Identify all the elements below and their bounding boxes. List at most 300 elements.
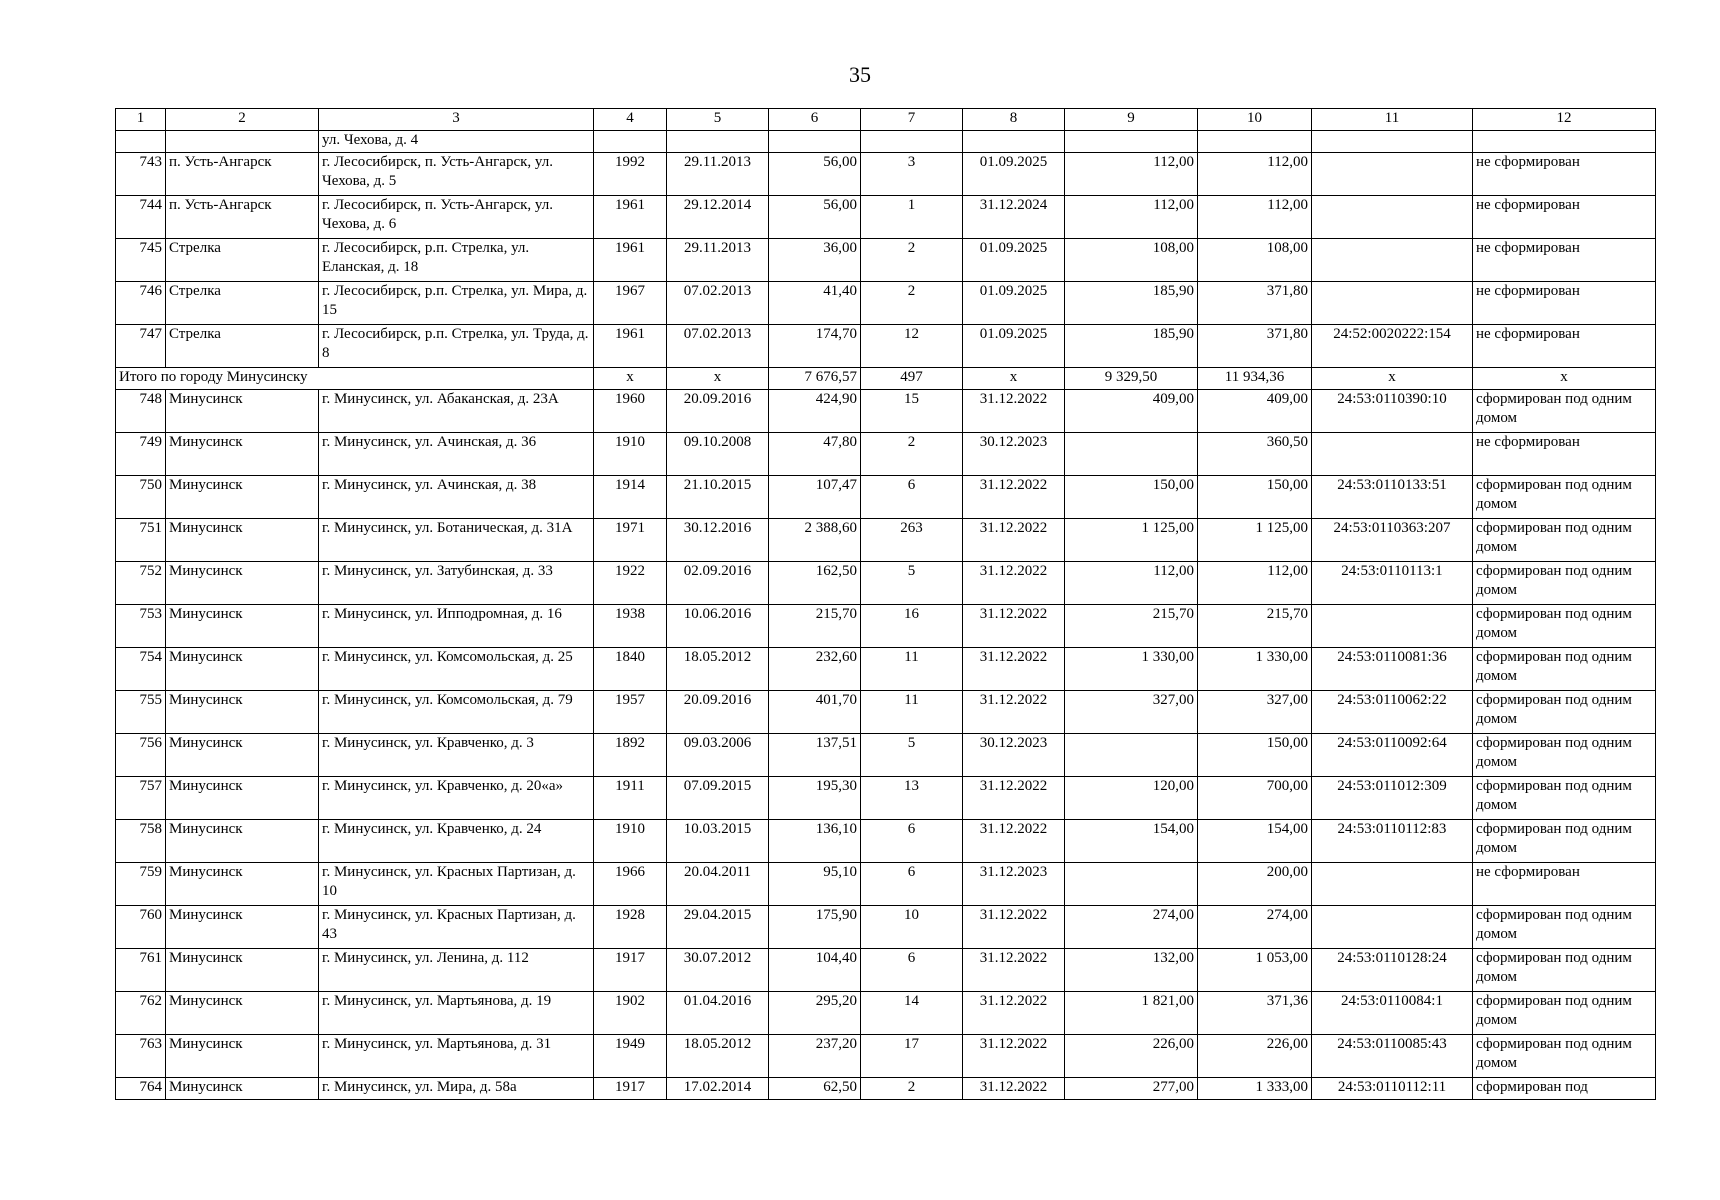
column-header: 6 (769, 109, 861, 131)
plot-area-cell: 360,50 (1198, 433, 1312, 476)
settlement-cell: п. Усть-Ангарск (166, 153, 319, 196)
address-cell: г. Минусинск, ул. Кравченко, д. 3 (319, 734, 594, 777)
address-cell: г. Минусинск, ул. Затубинская, д. 33 (319, 562, 594, 605)
residents-cell: 6 (861, 820, 963, 863)
plot-status-cell: не сформирован (1473, 239, 1656, 282)
plot-status-cell: не сформирован (1473, 196, 1656, 239)
land-area-cell: 1 125,00 (1065, 519, 1198, 562)
table-row (116, 691, 1656, 734)
land-area-cell: 409,00 (1065, 390, 1198, 433)
build-year-cell: 1961 (594, 196, 667, 239)
area-cell: 174,70 (769, 325, 861, 368)
build-year-cell: 1957 (594, 691, 667, 734)
row-number-cell: 763 (116, 1035, 166, 1078)
address-cell: г. Минусинск, ул. Ачинская, д. 36 (319, 433, 594, 476)
table-row (116, 433, 1656, 476)
residents-cell: 14 (861, 992, 963, 1035)
settlement-cell: Минусинск (166, 1078, 319, 1100)
emergency-date-cell: 09.03.2006 (667, 734, 769, 777)
table-row (116, 519, 1656, 562)
resettlement-deadline-cell: 31.12.2022 (963, 777, 1065, 820)
resettlement-deadline-cell: 31.12.2022 (963, 1035, 1065, 1078)
plot-area-cell: 1 330,00 (1198, 648, 1312, 691)
resettlement-deadline-cell: 31.12.2022 (963, 519, 1065, 562)
total-people-cell: 497 (861, 368, 963, 390)
address-cell: г. Минусинск, ул. Красных Партизан, д. 43 (319, 906, 594, 949)
plot-status-cell: сформирован под одним домом (1473, 691, 1656, 734)
table-row (116, 562, 1656, 605)
residents-cell: 6 (861, 476, 963, 519)
residents-cell: 2 (861, 1078, 963, 1100)
plot-area-cell: 371,80 (1198, 282, 1312, 325)
row-number-cell: 754 (116, 648, 166, 691)
cadastral-number-cell: 24:53:0110112:11 (1312, 1078, 1473, 1100)
emergency-date-cell: 09.10.2008 (667, 433, 769, 476)
total-status-cell: x (1473, 368, 1656, 390)
plot-status-cell: сформирован под одним домом (1473, 949, 1656, 992)
build-year-cell: 1966 (594, 863, 667, 906)
table-row (116, 863, 1656, 906)
row-number-cell: 749 (116, 433, 166, 476)
settlement-cell: Стрелка (166, 282, 319, 325)
address-cell: г. Минусинск, ул. Мира, д. 58а (319, 1078, 594, 1100)
plot-status-cell: сформирован под одним домом (1473, 777, 1656, 820)
emergency-date-cell: 07.02.2013 (667, 282, 769, 325)
row-number-cell: 756 (116, 734, 166, 777)
emergency-date-cell: 20.09.2016 (667, 390, 769, 433)
area-cell: 162,50 (769, 562, 861, 605)
settlement-cell: Минусинск (166, 691, 319, 734)
emergency-date-cell: 30.07.2012 (667, 949, 769, 992)
plot-status-cell: сформирован под (1473, 1078, 1656, 1100)
residents-cell: 3 (861, 153, 963, 196)
settlement-cell: Минусинск (166, 777, 319, 820)
address-cell: г. Минусинск, ул. Ботаническая, д. 31А (319, 519, 594, 562)
land-area-cell: 112,00 (1065, 562, 1198, 605)
total-date-cell: x (667, 368, 769, 390)
land-area-cell: 185,90 (1065, 325, 1198, 368)
area-cell (769, 131, 861, 153)
total-c9-cell: 9 329,50 (1065, 368, 1198, 390)
cadastral-number-cell (1312, 131, 1473, 153)
residents-cell: 13 (861, 777, 963, 820)
cadastral-number-cell: 24:53:0110092:64 (1312, 734, 1473, 777)
table-row (116, 153, 1656, 196)
column-header: 1 (116, 109, 166, 131)
resettlement-deadline-cell: 01.09.2025 (963, 153, 1065, 196)
land-area-cell: 274,00 (1065, 906, 1198, 949)
area-cell: 137,51 (769, 734, 861, 777)
plot-area-cell: 371,80 (1198, 325, 1312, 368)
address-cell: г. Минусинск, ул. Ленина, д. 112 (319, 949, 594, 992)
resettlement-deadline-cell: 31.12.2022 (963, 390, 1065, 433)
area-cell: 136,10 (769, 820, 861, 863)
table-row (116, 325, 1656, 368)
table-row (116, 820, 1656, 863)
address-cell: г. Минусинск, ул. Ачинская, д. 38 (319, 476, 594, 519)
land-area-cell: 185,90 (1065, 282, 1198, 325)
residents-cell: 6 (861, 949, 963, 992)
settlement-cell: Минусинск (166, 906, 319, 949)
build-year-cell: 1960 (594, 390, 667, 433)
resettlement-deadline-cell (963, 131, 1065, 153)
residents-cell: 15 (861, 390, 963, 433)
cadastral-number-cell: 24:53:0110085:43 (1312, 1035, 1473, 1078)
total-year-cell: x (594, 368, 667, 390)
table-row (116, 734, 1656, 777)
cadastral-number-cell (1312, 239, 1473, 282)
residents-cell: 16 (861, 605, 963, 648)
emergency-date-cell: 07.09.2015 (667, 777, 769, 820)
land-area-cell: 215,70 (1065, 605, 1198, 648)
row-number-cell: 750 (116, 476, 166, 519)
plot-area-cell: 226,00 (1198, 1035, 1312, 1078)
area-cell: 41,40 (769, 282, 861, 325)
build-year-cell: 1914 (594, 476, 667, 519)
area-cell: 424,90 (769, 390, 861, 433)
resettlement-deadline-cell: 31.12.2024 (963, 196, 1065, 239)
land-area-cell: 277,00 (1065, 1078, 1198, 1100)
row-number-cell: 744 (116, 196, 166, 239)
cadastral-number-cell: 24:52:0020222:154 (1312, 325, 1473, 368)
table-row (116, 196, 1656, 239)
build-year-cell: 1971 (594, 519, 667, 562)
build-year-cell: 1961 (594, 325, 667, 368)
plot-area-cell: 150,00 (1198, 734, 1312, 777)
column-header: 4 (594, 109, 667, 131)
plot-status-cell: сформирован под одним домом (1473, 734, 1656, 777)
settlement-cell: Минусинск (166, 1035, 319, 1078)
table-row (116, 239, 1656, 282)
build-year-cell: 1928 (594, 906, 667, 949)
plot-area-cell: 1 053,00 (1198, 949, 1312, 992)
cadastral-number-cell (1312, 863, 1473, 906)
address-cell: г. Минусинск, ул. Красных Партизан, д. 10 (319, 863, 594, 906)
plot-status-cell: не сформирован (1473, 153, 1656, 196)
emergency-date-cell: 18.05.2012 (667, 1035, 769, 1078)
row-number-cell: 762 (116, 992, 166, 1035)
column-header: 3 (319, 109, 594, 131)
plot-area-cell: 327,00 (1198, 691, 1312, 734)
cadastral-number-cell (1312, 605, 1473, 648)
cadastral-number-cell: 24:53:0110363:207 (1312, 519, 1473, 562)
resettlement-deadline-cell: 01.09.2025 (963, 282, 1065, 325)
resettlement-deadline-cell: 31.12.2022 (963, 562, 1065, 605)
area-cell: 237,20 (769, 1035, 861, 1078)
page-number: 35 (849, 62, 871, 87)
plot-area-cell: 1 333,00 (1198, 1078, 1312, 1100)
resettlement-deadline-cell: 31.12.2022 (963, 992, 1065, 1035)
plot-area-cell: 409,00 (1198, 390, 1312, 433)
row-number-cell: 755 (116, 691, 166, 734)
settlement-cell: Минусинск (166, 863, 319, 906)
total-label: Итого по городу Минусинску (116, 368, 594, 390)
continuation-row (116, 131, 1656, 153)
total-c10-cell: 11 934,36 (1198, 368, 1312, 390)
settlement-cell: Стрелка (166, 325, 319, 368)
emergency-date-cell: 21.10.2015 (667, 476, 769, 519)
emergency-date-cell: 20.04.2011 (667, 863, 769, 906)
area-cell: 2 388,60 (769, 519, 861, 562)
address-cell: г. Минусинск, ул. Мартьянова, д. 31 (319, 1035, 594, 1078)
emergency-date-cell: 18.05.2012 (667, 648, 769, 691)
table-row (116, 390, 1656, 433)
settlement-cell: Минусинск (166, 734, 319, 777)
cadastral-number-cell: 24:53:011012:309 (1312, 777, 1473, 820)
table-row (116, 282, 1656, 325)
build-year-cell: 1917 (594, 1078, 667, 1100)
cadastral-number-cell: 24:53:0110112:83 (1312, 820, 1473, 863)
address-cell: г. Минусинск, ул. Кравченко, д. 20«а» (319, 777, 594, 820)
emergency-date-cell (667, 131, 769, 153)
settlement-cell: Минусинск (166, 605, 319, 648)
settlement-cell: Стрелка (166, 239, 319, 282)
land-area-cell: 112,00 (1065, 196, 1198, 239)
area-cell: 56,00 (769, 153, 861, 196)
table-row (116, 605, 1656, 648)
resettlement-deadline-cell: 30.12.2023 (963, 734, 1065, 777)
residents-cell: 263 (861, 519, 963, 562)
land-area-cell: 327,00 (1065, 691, 1198, 734)
cadastral-number-cell (1312, 153, 1473, 196)
resettlement-deadline-cell: 31.12.2022 (963, 906, 1065, 949)
emergency-date-cell: 17.02.2014 (667, 1078, 769, 1100)
plot-area-cell: 700,00 (1198, 777, 1312, 820)
build-year-cell: 1917 (594, 949, 667, 992)
plot-status-cell: сформирован под одним домом (1473, 476, 1656, 519)
address-cell: г. Лесосибирск, п. Усть-Ангарск, ул. Чехова, д. 5 (319, 153, 594, 196)
table-row (116, 777, 1656, 820)
area-cell: 195,30 (769, 777, 861, 820)
column-header: 10 (1198, 109, 1312, 131)
row-number-cell: 747 (116, 325, 166, 368)
column-header: 5 (667, 109, 769, 131)
residents-cell: 11 (861, 691, 963, 734)
plot-area-cell: 112,00 (1198, 153, 1312, 196)
area-cell: 175,90 (769, 906, 861, 949)
build-year-cell: 1949 (594, 1035, 667, 1078)
plot-status-cell: сформирован под одним домом (1473, 1035, 1656, 1078)
row-number-cell: 748 (116, 390, 166, 433)
build-year-cell: 1902 (594, 992, 667, 1035)
address-cell: г. Минусинск, ул. Кравченко, д. 24 (319, 820, 594, 863)
column-header: 12 (1473, 109, 1656, 131)
settlement-cell: п. Усть-Ангарск (166, 196, 319, 239)
table-row (116, 992, 1656, 1035)
resettlement-deadline-cell: 01.09.2025 (963, 325, 1065, 368)
row-number-cell: 745 (116, 239, 166, 282)
housing-register-table (115, 108, 1656, 1100)
row-number-cell: 752 (116, 562, 166, 605)
area-cell: 215,70 (769, 605, 861, 648)
row-number-cell: 746 (116, 282, 166, 325)
plot-area-cell: 371,36 (1198, 992, 1312, 1035)
row-number-cell: 759 (116, 863, 166, 906)
emergency-date-cell: 20.09.2016 (667, 691, 769, 734)
resettlement-deadline-cell: 31.12.2022 (963, 648, 1065, 691)
emergency-date-cell: 30.12.2016 (667, 519, 769, 562)
plot-status-cell: не сформирован (1473, 863, 1656, 906)
plot-status-cell: сформирован под одним домом (1473, 906, 1656, 949)
resettlement-deadline-cell: 01.09.2025 (963, 239, 1065, 282)
build-year-cell: 1967 (594, 282, 667, 325)
address-cell: г. Минусинск, ул. Мартьянова, д. 19 (319, 992, 594, 1035)
plot-area-cell: 1 125,00 (1198, 519, 1312, 562)
plot-status-cell: не сформирован (1473, 325, 1656, 368)
plot-status-cell: сформирован под одним домом (1473, 820, 1656, 863)
address-cell: г. Минусинск, ул. Комсомольская, д. 25 (319, 648, 594, 691)
address-cell: г. Лесосибирск, п. Усть-Ангарск, ул. Чехова, д. 6 (319, 196, 594, 239)
plot-status-cell (1473, 131, 1656, 153)
area-cell: 107,47 (769, 476, 861, 519)
column-header: 7 (861, 109, 963, 131)
emergency-date-cell: 29.11.2013 (667, 239, 769, 282)
plot-area-cell: 108,00 (1198, 239, 1312, 282)
land-area-cell: 132,00 (1065, 949, 1198, 992)
address-cell: ул. Чехова, д. 4 (319, 131, 594, 153)
address-cell: г. Минусинск, ул. Абаканская, д. 23А (319, 390, 594, 433)
land-area-cell: 112,00 (1065, 153, 1198, 196)
land-area-cell (1065, 433, 1198, 476)
land-area-cell: 1 821,00 (1065, 992, 1198, 1035)
emergency-date-cell: 10.03.2015 (667, 820, 769, 863)
residents-cell: 2 (861, 239, 963, 282)
settlement-cell: Минусинск (166, 949, 319, 992)
plot-area-cell: 215,70 (1198, 605, 1312, 648)
residents-cell (861, 131, 963, 153)
total-cadastral-cell: x (1312, 368, 1473, 390)
row-number-cell: 757 (116, 777, 166, 820)
total-row (116, 368, 1656, 390)
land-area-cell: 108,00 (1065, 239, 1198, 282)
cadastral-number-cell: 24:53:0110062:22 (1312, 691, 1473, 734)
column-header: 9 (1065, 109, 1198, 131)
residents-cell: 5 (861, 562, 963, 605)
row-number-cell: 751 (116, 519, 166, 562)
emergency-date-cell: 29.04.2015 (667, 906, 769, 949)
settlement-cell: Минусинск (166, 820, 319, 863)
settlement-cell (166, 131, 319, 153)
plot-status-cell: сформирован под одним домом (1473, 519, 1656, 562)
cadastral-number-cell (1312, 196, 1473, 239)
build-year-cell: 1922 (594, 562, 667, 605)
plot-area-cell: 154,00 (1198, 820, 1312, 863)
area-cell: 56,00 (769, 196, 861, 239)
residents-cell: 6 (861, 863, 963, 906)
column-header: 2 (166, 109, 319, 131)
settlement-cell: Минусинск (166, 476, 319, 519)
resettlement-deadline-cell: 31.12.2022 (963, 476, 1065, 519)
build-year-cell: 1938 (594, 605, 667, 648)
plot-area-cell: 112,00 (1198, 196, 1312, 239)
cadastral-number-cell: 24:53:0110128:24 (1312, 949, 1473, 992)
area-cell: 232,60 (769, 648, 861, 691)
row-number-cell: 753 (116, 605, 166, 648)
table-row (116, 949, 1656, 992)
cadastral-number-cell (1312, 282, 1473, 325)
plot-status-cell: сформирован под одним домом (1473, 605, 1656, 648)
build-year-cell: 1840 (594, 648, 667, 691)
area-cell: 104,40 (769, 949, 861, 992)
residents-cell: 5 (861, 734, 963, 777)
area-cell: 47,80 (769, 433, 861, 476)
table-row (116, 476, 1656, 519)
land-area-cell: 226,00 (1065, 1035, 1198, 1078)
row-number-cell: 760 (116, 906, 166, 949)
build-year-cell: 1992 (594, 153, 667, 196)
plot-area-cell: 200,00 (1198, 863, 1312, 906)
area-cell: 295,20 (769, 992, 861, 1035)
row-number-cell: 761 (116, 949, 166, 992)
table-row (116, 906, 1656, 949)
land-area-cell: 120,00 (1065, 777, 1198, 820)
address-cell: г. Минусинск, ул. Ипподромная, д. 16 (319, 605, 594, 648)
build-year-cell: 1911 (594, 777, 667, 820)
land-area-cell (1065, 131, 1198, 153)
plot-area-cell: 150,00 (1198, 476, 1312, 519)
settlement-cell: Минусинск (166, 433, 319, 476)
resettlement-deadline-cell: 31.12.2022 (963, 1078, 1065, 1100)
header-row (116, 109, 1656, 131)
column-header: 8 (963, 109, 1065, 131)
land-area-cell: 154,00 (1065, 820, 1198, 863)
cadastral-number-cell (1312, 433, 1473, 476)
column-header: 11 (1312, 109, 1473, 131)
area-cell: 62,50 (769, 1078, 861, 1100)
settlement-cell: Минусинск (166, 390, 319, 433)
emergency-date-cell: 01.04.2016 (667, 992, 769, 1035)
area-cell: 95,10 (769, 863, 861, 906)
row-number-cell: 758 (116, 820, 166, 863)
total-deadline-cell: x (963, 368, 1065, 390)
emergency-date-cell: 02.09.2016 (667, 562, 769, 605)
build-year-cell (594, 131, 667, 153)
residents-cell: 12 (861, 325, 963, 368)
emergency-date-cell: 29.11.2013 (667, 153, 769, 196)
build-year-cell: 1910 (594, 820, 667, 863)
plot-area-cell: 112,00 (1198, 562, 1312, 605)
total-area-cell: 7 676,57 (769, 368, 861, 390)
area-cell: 36,00 (769, 239, 861, 282)
area-cell: 401,70 (769, 691, 861, 734)
plot-status-cell: сформирован под одним домом (1473, 992, 1656, 1035)
settlement-cell: Минусинск (166, 992, 319, 1035)
resettlement-deadline-cell: 31.12.2022 (963, 691, 1065, 734)
plot-status-cell: не сформирован (1473, 433, 1656, 476)
resettlement-deadline-cell: 31.12.2022 (963, 605, 1065, 648)
land-area-cell: 1 330,00 (1065, 648, 1198, 691)
row-number-cell (116, 131, 166, 153)
resettlement-deadline-cell: 30.12.2023 (963, 433, 1065, 476)
plot-area-cell: 274,00 (1198, 906, 1312, 949)
emergency-date-cell: 29.12.2014 (667, 196, 769, 239)
cadastral-number-cell: 24:53:0110113:1 (1312, 562, 1473, 605)
cadastral-number-cell: 24:53:0110081:36 (1312, 648, 1473, 691)
plot-status-cell: сформирован под одним домом (1473, 648, 1656, 691)
address-cell: г. Минусинск, ул. Комсомольская, д. 79 (319, 691, 594, 734)
address-cell: г. Лесосибирск, р.п. Стрелка, ул. Труда, д. 8 (319, 325, 594, 368)
resettlement-deadline-cell: 31.12.2023 (963, 863, 1065, 906)
address-cell: г. Лесосибирск, р.п. Стрелка, ул. Еланская, д. 18 (319, 239, 594, 282)
settlement-cell: Минусинск (166, 562, 319, 605)
land-area-cell: 150,00 (1065, 476, 1198, 519)
plot-status-cell: не сформирован (1473, 282, 1656, 325)
emergency-date-cell: 10.06.2016 (667, 605, 769, 648)
cadastral-number-cell: 24:53:0110084:1 (1312, 992, 1473, 1035)
row-number-cell: 743 (116, 153, 166, 196)
land-area-cell (1065, 863, 1198, 906)
resettlement-deadline-cell: 31.12.2022 (963, 949, 1065, 992)
